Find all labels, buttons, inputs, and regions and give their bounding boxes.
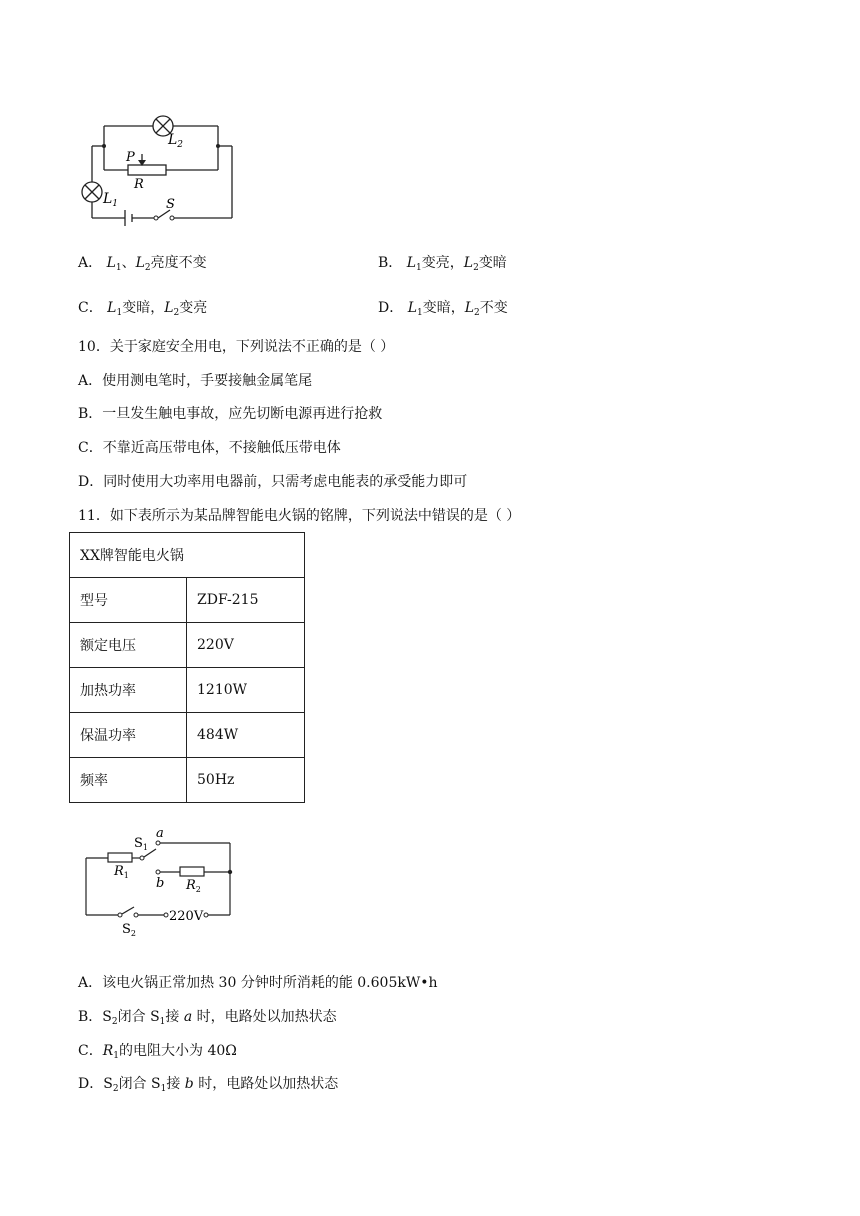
label-a: a: [156, 826, 164, 841]
table-row: [70, 758, 305, 803]
label-s1: $S_1$: [134, 836, 148, 852]
table-key: 额定电压: [70, 623, 187, 668]
table-key: 频率: [70, 758, 187, 803]
table-value: ZDF-215: [187, 578, 305, 623]
table-title: XX牌智能电火锅: [70, 533, 305, 578]
table-title-row: [70, 533, 305, 578]
q10-option-b[interactable]: B．一旦发生触电事故，应先切断电源再进行抢救: [78, 406, 383, 422]
q9-option-d[interactable]: D． $L_1$变暗，$L_2$不变: [378, 300, 508, 318]
q9-option-c[interactable]: C． $L_1$变暗，$L_2$变亮: [78, 300, 208, 318]
q9-option-b[interactable]: B． $L_1$变亮，$L_2$变暗: [378, 255, 507, 273]
q11-option-c[interactable]: C．$R_1$的电阻大小为 40Ω: [78, 1043, 237, 1061]
table-row: [70, 623, 305, 668]
q10-option-a[interactable]: A．使用测电笔时，手要接触金属笔尾: [78, 373, 313, 389]
q10-stem: 10．关于家庭安全用电，下列说法不正确的是（ ）: [78, 339, 395, 355]
table-row: [70, 668, 305, 713]
table-row: [70, 578, 305, 623]
label-p: P: [126, 150, 135, 165]
label-l2: $L_2$: [168, 132, 184, 150]
circuit-diagram-lamps: [76, 108, 246, 232]
label-l1: $L_1$: [103, 191, 119, 209]
spec-table: [69, 532, 305, 803]
table-key: 保温功率: [70, 713, 187, 758]
table-value: 484W: [187, 713, 305, 758]
label-s: S: [166, 197, 175, 212]
q11-option-b[interactable]: B．$S_2$闭合 $S_1$接 a 时，电路处以加热状态: [78, 1009, 337, 1027]
label-r: R: [134, 177, 144, 192]
label-220v: 220V: [169, 909, 204, 924]
label-r1: $R_1$: [114, 864, 129, 880]
table-row: [70, 713, 305, 758]
table-value: 1210W: [187, 668, 305, 713]
q11-option-d[interactable]: D．$S_2$闭合 $S_1$接 b 时，电路处以加热状态: [78, 1076, 339, 1094]
label-b: b: [156, 876, 165, 891]
q10-option-c[interactable]: C．不靠近高压带电体，不接触低压带电体: [78, 440, 341, 456]
q11-option-a[interactable]: A．该电火锅正常加热 30 分钟时所消耗的能 0.605kW•h: [78, 975, 438, 991]
label-s2: $S_2$: [122, 922, 136, 938]
q10-option-d[interactable]: D．同时使用大功率用电器前，只需考虑电能表的承受能力即可: [78, 474, 468, 490]
table-key: 型号: [70, 578, 187, 623]
table-value: 220V: [187, 623, 305, 668]
q9-option-a[interactable]: A． $L_1$、$L_2$亮度不变: [78, 255, 207, 273]
label-r2: $R_2$: [186, 878, 201, 894]
table-key: 加热功率: [70, 668, 187, 713]
q11-stem: 11．如下表所示为某品牌智能电火锅的铭牌，下列说法中错误的是（ ）: [78, 508, 521, 524]
circuit-diagram-hotpot: [80, 825, 240, 940]
table-value: 50Hz: [187, 758, 305, 803]
